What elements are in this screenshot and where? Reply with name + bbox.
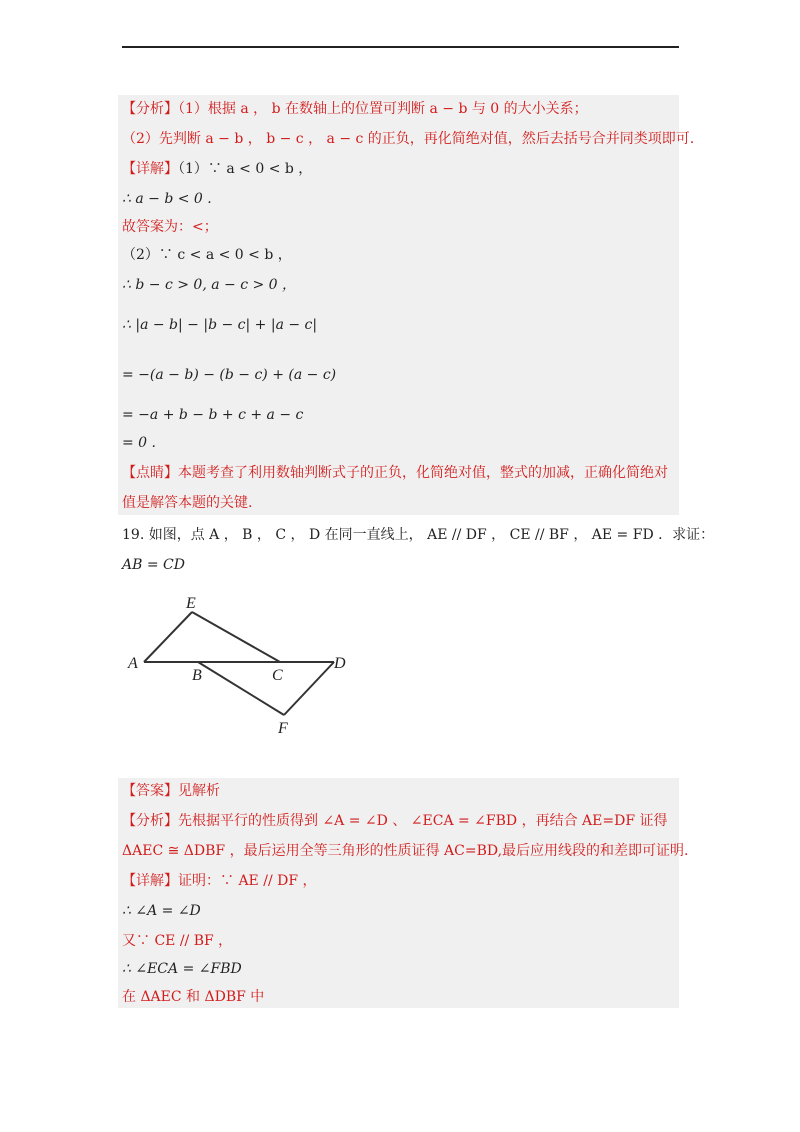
answer-19-line: 【答案】见解析 [122, 783, 220, 799]
label-b: B [192, 667, 202, 684]
detail-18-line-1: 【详解】（1）∵ a < 0 < b ， [122, 161, 313, 177]
label-d: D [334, 655, 346, 672]
label-a: A [128, 655, 138, 672]
detail-18-step-6: = 0 . [122, 435, 156, 451]
segment-ae [144, 612, 192, 662]
analysis-19-label: 【分析】 [122, 813, 178, 829]
problem-19-conclusion: AB = CD [122, 557, 185, 573]
detail-19-step-3: ∴ ∠ECA = ∠FBD [122, 961, 242, 977]
detail-18-step-4: = −(a − b) − (b − c) + (a − c) [122, 367, 337, 383]
detail-19-label: 【详解】 [122, 873, 178, 889]
answer-label: 【答案】 [122, 783, 178, 799]
analysis-18-line-1: 【分析】（1）根据 a ， b 在数轴上的位置可判断 a − b 与 0 的大小关系； [122, 101, 588, 117]
label-e: E [186, 595, 196, 612]
analysis-19-line-2: ΔAEC ≅ ΔDBF ，最后运用全等三角形的性质证得 AC=BD,最后应用线段的和差即可证明. [122, 843, 689, 859]
segment-fd [284, 662, 334, 715]
analysis-18-line-2: （2）先判断 a − b ， b − c ， a − c 的正负，再化简绝对值，然后去括号合并同类项即可. [122, 131, 695, 147]
solution-18-panel [118, 95, 679, 515]
detail-18-step-1: ∴ a − b < 0 . [122, 191, 212, 207]
detail-18-answer-1: 故答案为：<； [122, 219, 218, 235]
header-rule [122, 46, 679, 48]
detail-18-step-2: ∴ b − c > 0, a − c > 0 ， [122, 277, 297, 293]
detail-19-step-1: ∴ ∠A = ∠D [122, 903, 201, 919]
problem-19-statement: 19. 如图，点 A ， B ， C ， D 在同一直线上， AE // DF ， CE // BF ， AE = FD ．求证： [122, 527, 715, 543]
detail-label: 【详解】 [122, 161, 178, 177]
comment-label: 【点睛】 [122, 465, 178, 481]
analysis-19-line-1: 【分析】先根据平行的性质得到 ∠A = ∠D 、 ∠ECA = ∠FBD ，再结合 AE=DF 证得 [122, 813, 668, 829]
segment-ec [192, 612, 280, 662]
detail-18-line-2: （2）∵ c < a < 0 < b ， [122, 247, 292, 263]
label-f: F [278, 720, 288, 737]
detail-18-step-5: = −a + b − b + c + a − c [122, 407, 304, 423]
comment-18-line-2: 值是解答本题的关键. [122, 495, 253, 511]
label-c: C [272, 667, 283, 684]
detail-19-step-4: 在 ΔAEC 和 ΔDBF 中 [122, 989, 265, 1005]
detail-19-step-2: 又∵ CE // BF ， [122, 933, 233, 949]
geometry-figure [122, 590, 362, 740]
analysis-label: 【分析】 [122, 101, 178, 117]
detail-18-step-3: ∴ |a − b| − |b − c| + |a − c| [122, 317, 318, 333]
detail-19-line-1: 【详解】证明：∵ AE // DF ， [122, 873, 317, 889]
comment-18-line-1: 【点睛】本题考查了利用数轴判断式子的正负，化简绝对值，整式的加减，正确化简绝对 [122, 465, 668, 481]
